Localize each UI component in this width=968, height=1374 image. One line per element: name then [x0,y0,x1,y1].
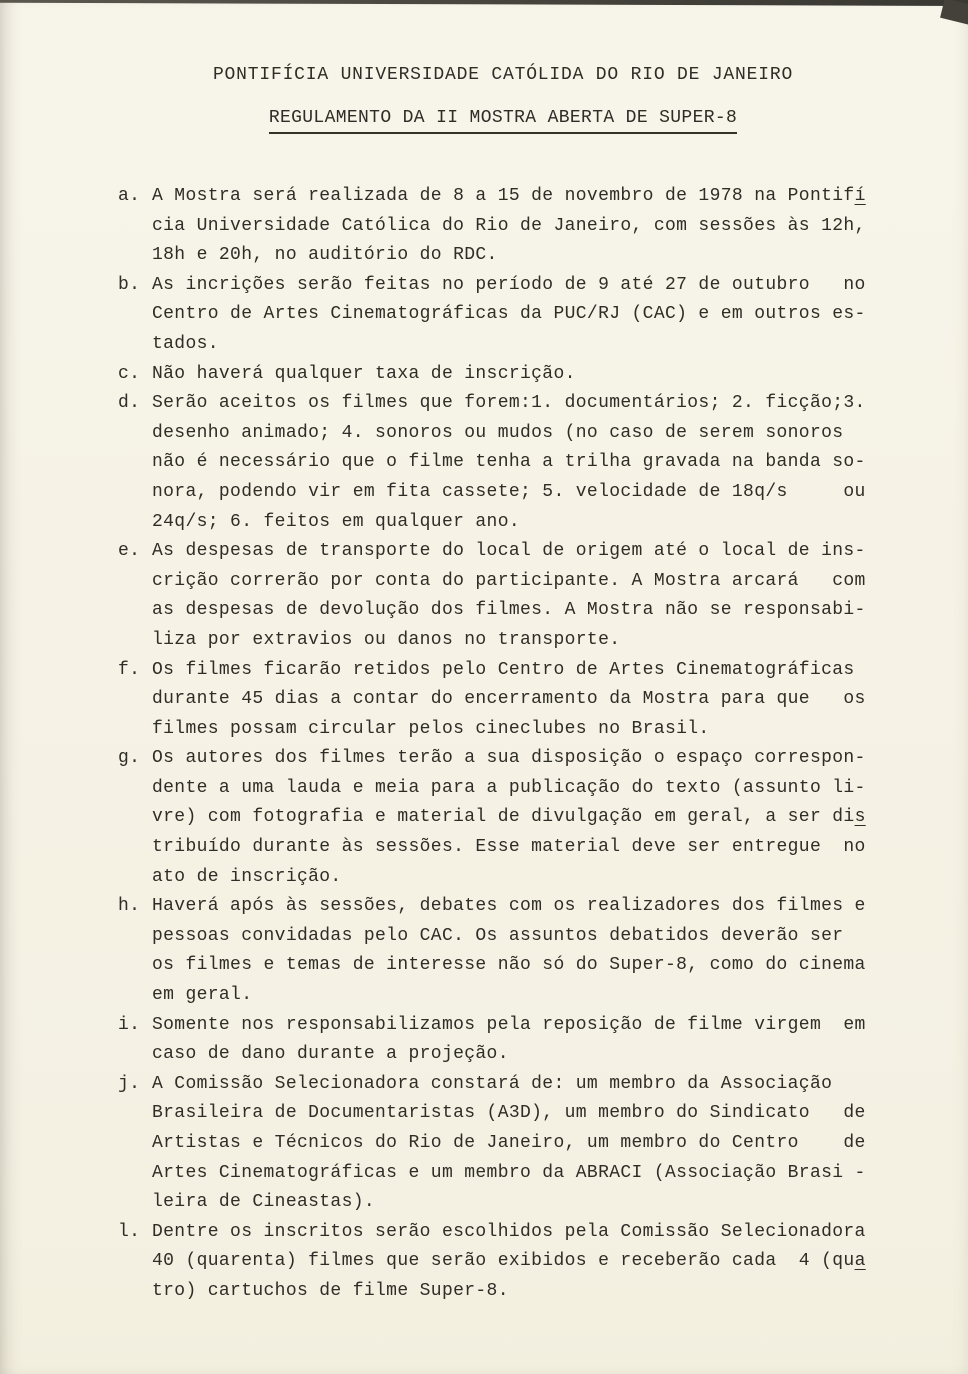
regulation-item-a [118,182,878,271]
document-subtitle: REGULAMENTO DA II MOSTRA ABERTA DE SUPER-8 [269,107,737,134]
regulation-item-i [118,1011,878,1070]
document-subtitle-row [118,107,888,134]
text-line: 40 (quarenta) filmes que serão exibidos e receberão cada 4 (qua [152,1251,866,1272]
regulation-list [118,182,878,1307]
text-line: vre) com fotografia e material de divulgação em geral, a ser dis [152,807,866,828]
regulation-item-c [118,360,878,390]
regulation-item-j [118,1070,878,1218]
text-line: as despesas de devolução dos filmes. A Mostra não se responsabi- [152,600,866,621]
regulation-item-l [118,1218,878,1307]
hyphenation-underline: s [854,807,866,828]
hyphenation-underline: a [854,1251,866,1272]
item-label: e. [118,541,141,562]
text-line: Centro de Artes Cinematográficas da PUC/RJ (CAC) e em outros es- [152,304,866,325]
text-line: pessoas convidadas pelo CAC. Os assuntos debatidos deverão ser [152,925,844,946]
item-label: j. [118,1073,141,1094]
text-line: caso de dano durante a projeção. [152,1044,509,1065]
text-line: 24q/s; 6. feitos em qualquer ano. [152,511,521,532]
text-line: liza por extravios ou danos no transporte. [152,629,621,650]
text-line: leira de Cineastas). [152,1192,376,1213]
item-lines [152,1011,878,1070]
item-label: a. [118,186,141,206]
text-line: A Comissão Selecionadora constará de: um membro da Associação [152,1073,833,1094]
item-label: d. [118,393,141,414]
text-line: os filmes e temas de interesse não só do Super-8, como do cinema [152,955,866,976]
regulation-item-b [118,271,878,360]
text-line: Somente nos responsabilizamos pela reposição de filme virgem em [152,1014,866,1035]
item-lines [152,1218,878,1307]
item-label: b. [118,274,141,295]
regulation-item-g [118,744,878,892]
text-line: filmes possam circular pelos cineclubes no Brasil. [152,718,710,739]
item-label: h. [118,896,141,917]
item-label: l. [118,1221,141,1242]
item-lines [152,892,878,1010]
item-lines [152,656,878,745]
regulation-item-f [118,656,878,745]
item-lines [152,537,878,655]
text-line: Artistas e Técnicos do Rio de Janeiro, um membro do Centro de [152,1133,866,1153]
item-lines [152,1070,878,1218]
regulation-item-e [118,537,878,655]
text-line: tro) cartuchos de filme Super-8. [152,1280,509,1301]
text-line: nora, podendo vir em fita cassete; 5. velocidade de 18q/s ou [152,481,866,502]
text-line: As incrições serão feitas no período de 9 até 27 de outubro no [152,274,866,295]
text-line: Serão aceitos os filmes que forem:1. documentários; 2. ficção;3. [152,393,866,414]
text-line: Não haverá qualquer taxa de inscrição. [152,363,576,384]
regulation-item-d [118,389,878,537]
hyphenation-underline: í [854,186,866,206]
text-line: em geral. [152,985,253,1006]
item-lines [152,389,878,537]
text-line: dente a uma lauda e meia para a publicação do texto (assunto li- [152,777,866,798]
item-lines [152,182,878,271]
text-line: tribuído durante às sessões. Esse material deve ser entregue no [152,837,866,858]
text-line: Brasileira de Documentaristas (A3D), um membro do Sindicato de [152,1103,866,1124]
text-line: Haverá após às sessões, debates com os realizadores dos filmes e [152,896,866,917]
item-label: c. [118,363,141,384]
text-line: durante 45 dias a contar do encerramento da Mostra para que os [152,689,866,710]
text-line: A Mostra será realizada de 8 a 15 de novembro de 1978 na Pontifí [152,186,866,206]
scan-edge-top [0,0,968,6]
regulation-item-h [118,892,878,1010]
text-line: desenho animado; 4. sonoros ou mudos (no caso de serem sonoros [152,422,844,443]
text-line: Os autores dos filmes terão a sua disposição o espaço correspon- [152,748,866,769]
item-label: f. [118,659,141,680]
text-line: As despesas de transporte do local de origem até o local de ins- [152,541,866,562]
document-header [118,64,888,134]
item-lines [152,744,878,892]
text-line: crição correrão por conta do participante. A Mostra arcará com [152,570,866,591]
scan-edge-corner [940,0,968,26]
item-lines [152,271,878,360]
item-label: i. [118,1014,141,1035]
document-title: PONTIFÍCIA UNIVERSIDADE CATÓLIDA DO RIO DE JANEIRO [212,65,794,85]
text-line: não é necessário que o filme tenha a trilha gravada na banda so- [152,452,866,473]
text-line: Os filmes ficarão retidos pelo Centro de Artes Cinematográficas [152,659,855,680]
document-page [0,64,968,1307]
text-line: cia Universidade Católica do Rio de Janeiro, com sessões às 12h, [152,215,866,236]
item-label: g. [118,748,141,769]
item-lines [152,360,878,390]
text-line: 18h e 20h, no auditório do RDC. [152,245,498,266]
text-line: Dentre os inscritos serão escolhidos pela Comissão Selecionadora [152,1221,866,1242]
text-line: Artes Cinematográficas e um membro da ABRACI (Associação Brasi - [152,1162,866,1183]
text-line: ato de inscrição. [152,866,342,887]
text-line: tados. [152,333,219,354]
